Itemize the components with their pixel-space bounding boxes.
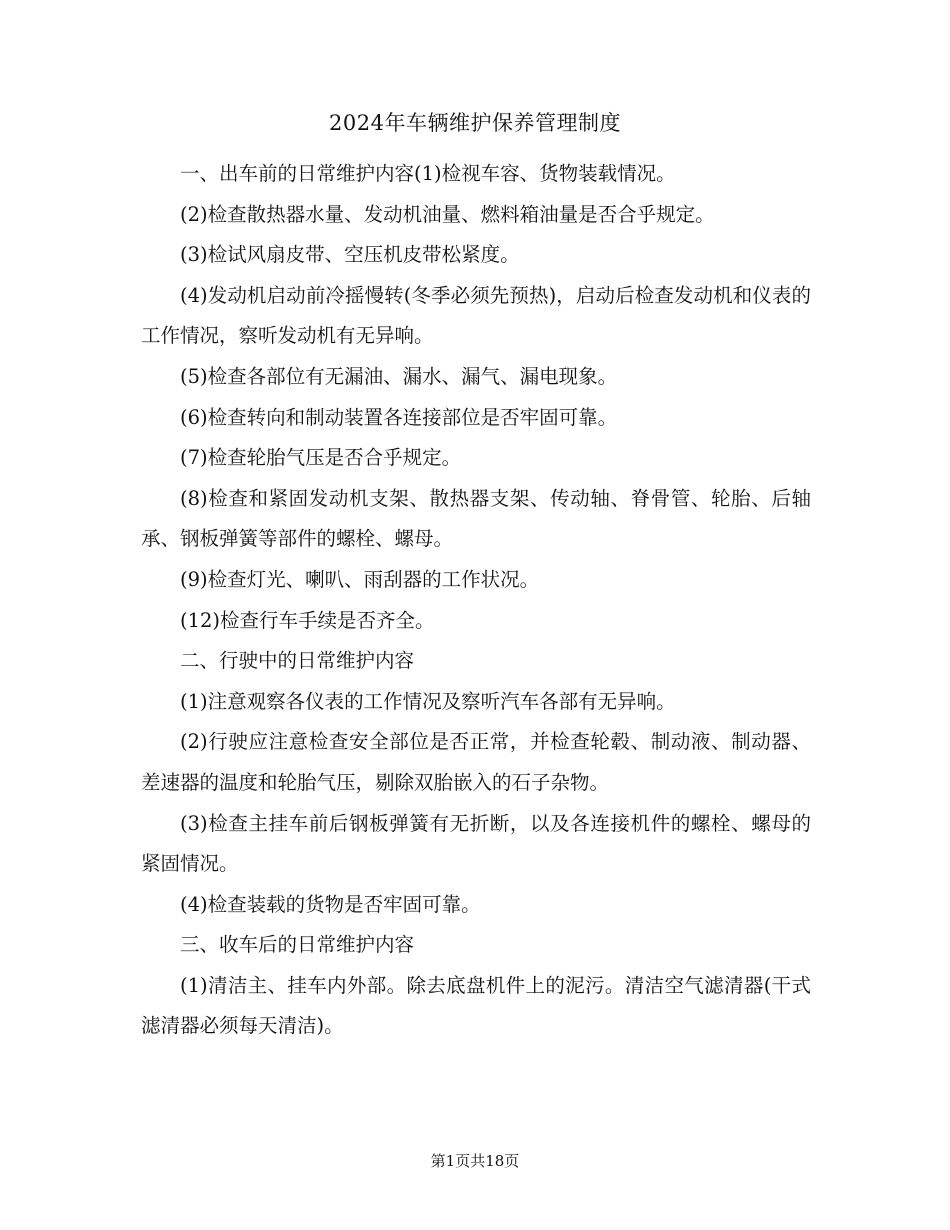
paragraph: (5)检查各部位有无漏油、漏水、漏气、漏电现象。 — [180, 364, 618, 388]
paragraph: (2)行驶应注意检查安全部位是否正常，并检查轮毂、制动液、制动器、差速器的温度和轮胎气压，剔除双胎嵌入的石子杂物。 — [141, 730, 811, 794]
document-title: 2024年车辆维护保养管理制度 — [329, 111, 621, 135]
paragraph: (9)检查灯光、喇叭、雨刮器的工作状况。 — [180, 567, 540, 591]
paragraph: (6)检查转向和制动装置各连接部位是否牢固可靠。 — [180, 405, 618, 429]
section-heading: 二、行驶中的日常维护内容 — [180, 649, 415, 673]
paragraph: (7)检查轮胎气压是否合乎规定。 — [180, 446, 462, 470]
paragraph: (4)发动机启动前冷摇慢转(冬季必须先预热)，启动后检查发动机和仪表的工作情况，察听发动机有无异响。 — [141, 283, 811, 348]
paragraph: (3)检试风扇皮带、空压机皮带松紧度。 — [180, 243, 520, 267]
paragraph: (1)注意观察各仪表的工作情况及察听汽车各部有无异响。 — [180, 689, 676, 713]
page-number-footer: 第1页共18页 — [430, 1152, 520, 1170]
document-body — [141, 154, 811, 1047]
paragraph: 一、出车前的日常维护内容(1)检视车容、货物装载情况。 — [180, 162, 676, 185]
paragraph: (4)检查装载的货物是否牢固可靠。 — [180, 892, 481, 916]
paragraph: (2)检查散热器水量、发动机油量、燃料箱油量是否合乎规定。 — [180, 202, 715, 226]
section-heading: 三、收车后的日常维护内容 — [180, 933, 415, 957]
paragraph: (12)检查行车手续是否齐全。 — [180, 608, 435, 632]
paragraph: (1)清洁主、挂车内外部。除去底盘机件上的泥污。清洁空气滤清器(干式滤清器必须每天清洁)。 — [141, 973, 811, 1038]
paragraph: (8)检查和紧固发动机支架、散热器支架、传动轴、脊骨管、轮胎、后轴承、钢板弹簧等部件的螺栓、螺母。 — [141, 486, 811, 551]
paragraph: (3)检查主挂车前后钢板弹簧有无折断，以及各连接机件的螺栓、螺母的紧固情况。 — [141, 811, 811, 876]
